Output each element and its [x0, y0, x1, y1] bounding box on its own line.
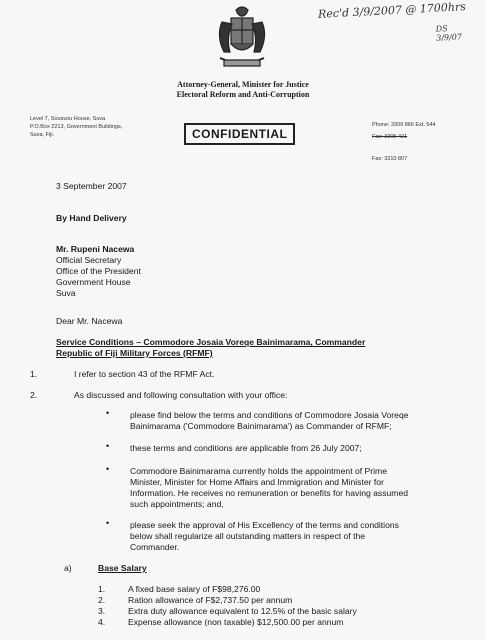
salary-item-number: 4. — [98, 617, 106, 627]
bullet1-line2: Bainimarama ('Commodore Bainimarama') as Commander of RFMF; — [130, 421, 392, 431]
salary-item-text: A fixed base salary of F$98,276.00 — [128, 584, 261, 594]
address-line-2: P.O.Box 2213, Government Buildings, — [30, 124, 123, 130]
salary-item-number: 1. — [98, 584, 106, 594]
bullet-marker: • — [106, 464, 110, 474]
bullet-marker: • — [106, 441, 110, 451]
bullet3-line4: such appointments; and, — [130, 499, 224, 509]
bullet3-line2: Minister, Minister for Home Affairs and Immigration and Minister for — [130, 477, 384, 487]
bullet1-line1: please find below the terms and conditions of Commodore Josaia Voreqe — [130, 410, 409, 420]
subject-line-1: Service Conditions – Commodore Josaia Voreqe Bainimarama, Commander — [56, 337, 366, 347]
para2-text: As discussed and following consultation with your office: — [74, 390, 288, 400]
bullet3-line1: Commodore Bainimarama currently holds the appointment of Prime — [130, 466, 387, 476]
fax-number-old: Fax: 3305 421 — [372, 134, 408, 140]
recipient-name: Mr. Rupeni Nacewa — [56, 244, 135, 254]
address-line-1: Level 7, Suvavou House, Suva — [30, 116, 106, 122]
recipient-address-2: Suva — [56, 288, 76, 298]
fax-number: Fax: 3310 807 — [372, 156, 408, 162]
office-title-line1: Attorney-General, Minister for Justice — [177, 80, 309, 89]
delivery-method: By Hand Delivery — [56, 213, 127, 223]
address-line-3: Suva, Fiji. — [30, 132, 55, 138]
confidential-stamp: CONFIDENTIAL — [184, 123, 295, 145]
section-a-heading: Base Salary — [98, 563, 147, 573]
phone-number: Phone: 3309 866 Ext. 544 — [372, 122, 436, 128]
letter-date: 3 September 2007 — [56, 181, 127, 191]
salary-item-text: Extra duty allowance equivalent to 12.5% of the basic salary — [128, 606, 357, 616]
para2-number: 2. — [30, 390, 38, 400]
handwritten-received-note: Rec'd 3/9/2007 @ 1700hrs — [317, 0, 467, 21]
bullet3-line3: Information. He receives no remuneration or benefits for having assumed — [130, 488, 409, 498]
bullet2-line1: these terms and conditions are applicable from 26 July 2007; — [130, 443, 362, 453]
bullet-marker: • — [106, 518, 110, 528]
section-a-letter: a) — [64, 563, 72, 573]
para1-text: I refer to section 43 of the RFMF Act. — [74, 369, 215, 379]
salary-item-number: 3. — [98, 606, 106, 616]
bullet4-line3: Commander. — [130, 542, 180, 552]
subject-line-2: Republic of Fiji Military Forces (RFMF) — [56, 348, 213, 358]
recipient-office: Office of the President — [56, 266, 141, 276]
bullet4-line1: please seek the approval of His Excellency of the terms and conditions — [130, 520, 399, 530]
office-title-line2: Electoral Reform and Anti-Corruption — [176, 90, 310, 99]
bullet4-line2: below shall regularize all outstanding matters in respect of the — [130, 531, 366, 541]
fiji-coat-of-arms — [214, 4, 270, 76]
bullet-marker: • — [106, 408, 110, 418]
salutation: Dear Mr. Nacewa — [56, 316, 123, 326]
para1-number: 1. — [30, 369, 38, 379]
salary-item-text: Expense allowance (non taxable) $12,500.00 per annum — [128, 617, 344, 627]
salary-item-number: 2. — [98, 595, 106, 605]
recipient-address-1: Government House — [56, 277, 131, 287]
handwritten-initials: DS 3/9/07 — [435, 24, 463, 43]
recipient-title: Official Secretary — [56, 255, 122, 265]
salary-item-text: Ration allowance of F$2,737.50 per annum — [128, 595, 293, 605]
